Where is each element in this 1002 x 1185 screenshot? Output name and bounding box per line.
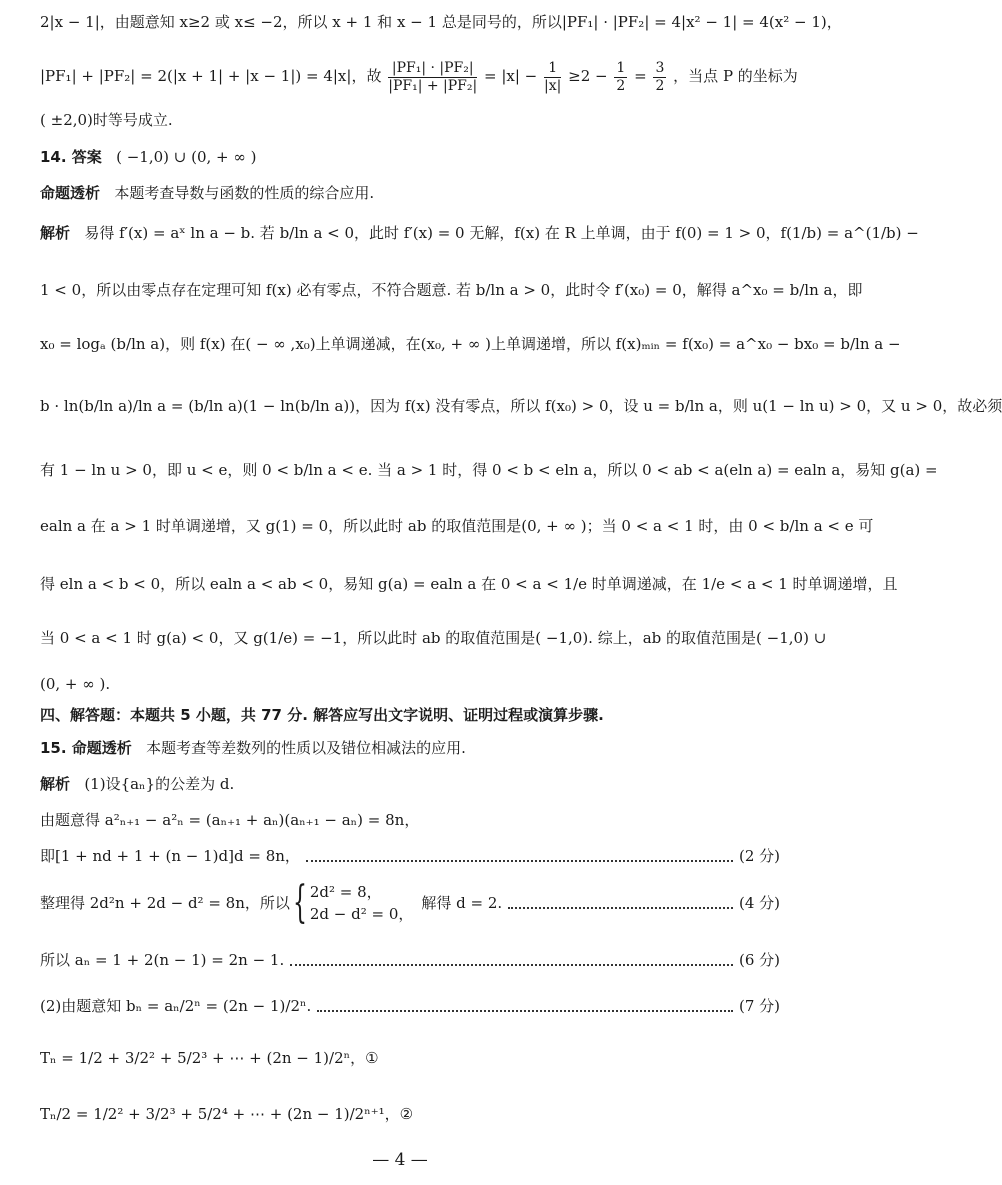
q13-fraction-three-halves: $\frac{3}{2}$ [655, 59, 665, 94]
page-number: — 4 — [372, 1150, 428, 1170]
q13-line-2 [40, 58, 798, 95]
q13-line-2-c: ≥2 − [568, 67, 608, 85]
q14-intent-label: 命题透析 [40, 184, 101, 202]
q15-s8-equation-2: Tₙ/2 = 1/2² + 3/2³ + 5/2⁴ + ⋯ + (2n − 1)/2ⁿ⁺¹，② [40, 1105, 414, 1123]
q15-s6-line [40, 996, 780, 1016]
q15-s1: (1)设{aₙ}的公差为 d. [84, 775, 235, 793]
q15-s3-line [40, 846, 780, 866]
q15-s3-points: (2 分) [738, 847, 780, 865]
section-4-heading: 四、解答题：本题共 5 小题，共 77 分. 解答应写出文字说明、证明过程或演算步骤. [40, 706, 604, 724]
q13-line-2-d: = [634, 67, 647, 85]
q14-p8: 当 0 < a < 1 时 g(a) < 0，又 g(1/e) = −1，所以此时 ab 的取值范围是( −1,0). 综上，ab 的取值范围是( −1,0) ∪ [40, 629, 827, 647]
q13-line-2-a: |PF₁| + |PF₂| = 2(|x + 1| + |x − 1|) = 4|x|，故 [40, 67, 382, 85]
q13-line-2-e: ，当点 P 的坐标为 [673, 67, 798, 85]
q15-s4-line [40, 877, 780, 928]
q15-equation-system [310, 881, 414, 925]
q15-intent-line [40, 738, 780, 758]
q14-p4: b · ln(b/ln a)/ln a = (b/ln a)(1 − ln(b/ln a))，因为 f(x) 没有零点，所以 f(x₀) > 0，设 u = b/ln a，则 u(1 − ln u) > 0，又 u > 0，故必须 [40, 397, 1002, 415]
q13-line-2-b: = |x| − [484, 67, 538, 85]
q15-system-eq-1: 2d² = 8， [309, 883, 382, 901]
q13-line-1: 2|x − 1|，由题意知 x≥2 或 x≤ −2，所以 x + 1 和 x − 1 总是同号的，所以|PF₁| · |PF₂| = 4|x² − 1| = 4(x² − 1)， [40, 13, 842, 31]
q14-p2: 1 < 0，所以由零点存在定理可知 f(x) 必有零点，不符合题意. 若 b/ln a > 0，此时令 f′(x₀) = 0，解得 a^x₀ = b/ln a，即 [40, 281, 863, 299]
leader-dots [290, 954, 733, 966]
q14-analysis-line-1 [40, 223, 919, 243]
q15-s2: 由题意得 a²ₙ₊₁ − a²ₙ = (aₙ₊₁ + aₙ)(aₙ₊₁ − aₙ) = 8n， [40, 811, 420, 829]
q15-s6-points: (7 分) [738, 997, 780, 1015]
q14-p6: ealn a 在 a > 1 时单调递增，又 g(1) = 0，所以此时 ab 的取值范围是(0, + ∞ )；当 0 < a < 1 时，由 0 < b/ln a < e 可 [40, 517, 874, 535]
q14-answer-line [40, 147, 780, 167]
q15-s5-line [40, 950, 780, 970]
leader-dots [306, 850, 733, 862]
q14-p7: 得 eln a < b < 0，所以 ealn a < ab < 0，易知 g(a) = ealn a 在 0 < a < 1/e 时单调递减，在 1/e < a < 1 时单调递增，且 [40, 575, 898, 593]
q15-s6-text: (2)由题意知 bₙ = aₙ/2ⁿ = (2n − 1)/2ⁿ. [40, 997, 312, 1015]
q15-intent-label: 15. 命题透析 [40, 739, 132, 757]
q15-s4-text-a: 整理得 2d²n + 2d − d² = 8n，所以 [40, 894, 290, 912]
q14-p1: 易得 f′(x) = aˣ ln a − b. 若 b/ln a < 0，此时 f′(x) = 0 无解，f(x) 在 R 上单调，由于 f(0) = 1 > 0，f(1/b) = a^(1/b) − [84, 224, 919, 242]
q15-analysis-line [40, 774, 780, 794]
q14-intent-line [40, 183, 780, 203]
q13-fraction-half: $\frac{1}{2}$ [616, 59, 626, 94]
q15-system-eq-2: 2d − d² = 0， [309, 905, 414, 923]
q15-s5-points: (6 分) [738, 951, 780, 969]
q15-s5-text: 所以 aₙ = 1 + 2(n − 1) = 2n − 1. [40, 951, 285, 969]
q14-p9: (0, + ∞ ). [40, 675, 111, 693]
q15-intent-text: 本题考查等差数列的性质以及错位相减法的应用. [146, 739, 466, 757]
q13-fraction-one-over-x: $\frac{1}{|x|}$ [544, 59, 562, 94]
left-brace: { [292, 877, 307, 928]
q14-answer-value: ( −1,0) ∪ (0, + ∞ ) [116, 148, 257, 166]
q13-fraction-product-sum: $\frac{\text{|PF₁| · |PF₂|}}{\text{|PF₁| + |PF₂|}}$ [388, 59, 478, 94]
q14-answer-label: 14. 答案 [40, 148, 102, 166]
q13-line-3: ( ±2,0)时等号成立. [40, 111, 173, 129]
q15-s3-text: 即[1 + nd + 1 + (n − 1)d]d = 8n， [40, 847, 300, 865]
leader-dots [508, 897, 733, 909]
q14-p5: 有 1 − ln u > 0，即 u < e，则 0 < b/ln a < e. 当 a > 1 时，得 0 < b < eln a，所以 0 < ab < a(eln a) = ealn a，易知 g(a) = [40, 461, 938, 479]
leader-dots [317, 1000, 733, 1012]
q14-analysis-label: 解析 [40, 224, 71, 242]
q15-s4-points: (4 分) [738, 894, 780, 912]
q14-p3: x₀ = logₐ (b/ln a)，则 f(x) 在( − ∞ ,x₀)上单调递减，在(x₀, + ∞ )上单调递增，所以 f(x)ₘᵢₙ = f(x₀) = a^x₀ − bx₀ = b/ln a − [40, 335, 901, 353]
q14-intent-text: 本题考查导数与函数的性质的综合应用. [114, 184, 375, 202]
q15-analysis-label: 解析 [40, 775, 71, 793]
q15-s7-equation-1: Tₙ = 1/2 + 3/2² + 5/2³ + ⋯ + (2n − 1)/2ⁿ，① [40, 1049, 379, 1067]
q15-s4-text-b: 解得 d = 2. [421, 894, 503, 912]
